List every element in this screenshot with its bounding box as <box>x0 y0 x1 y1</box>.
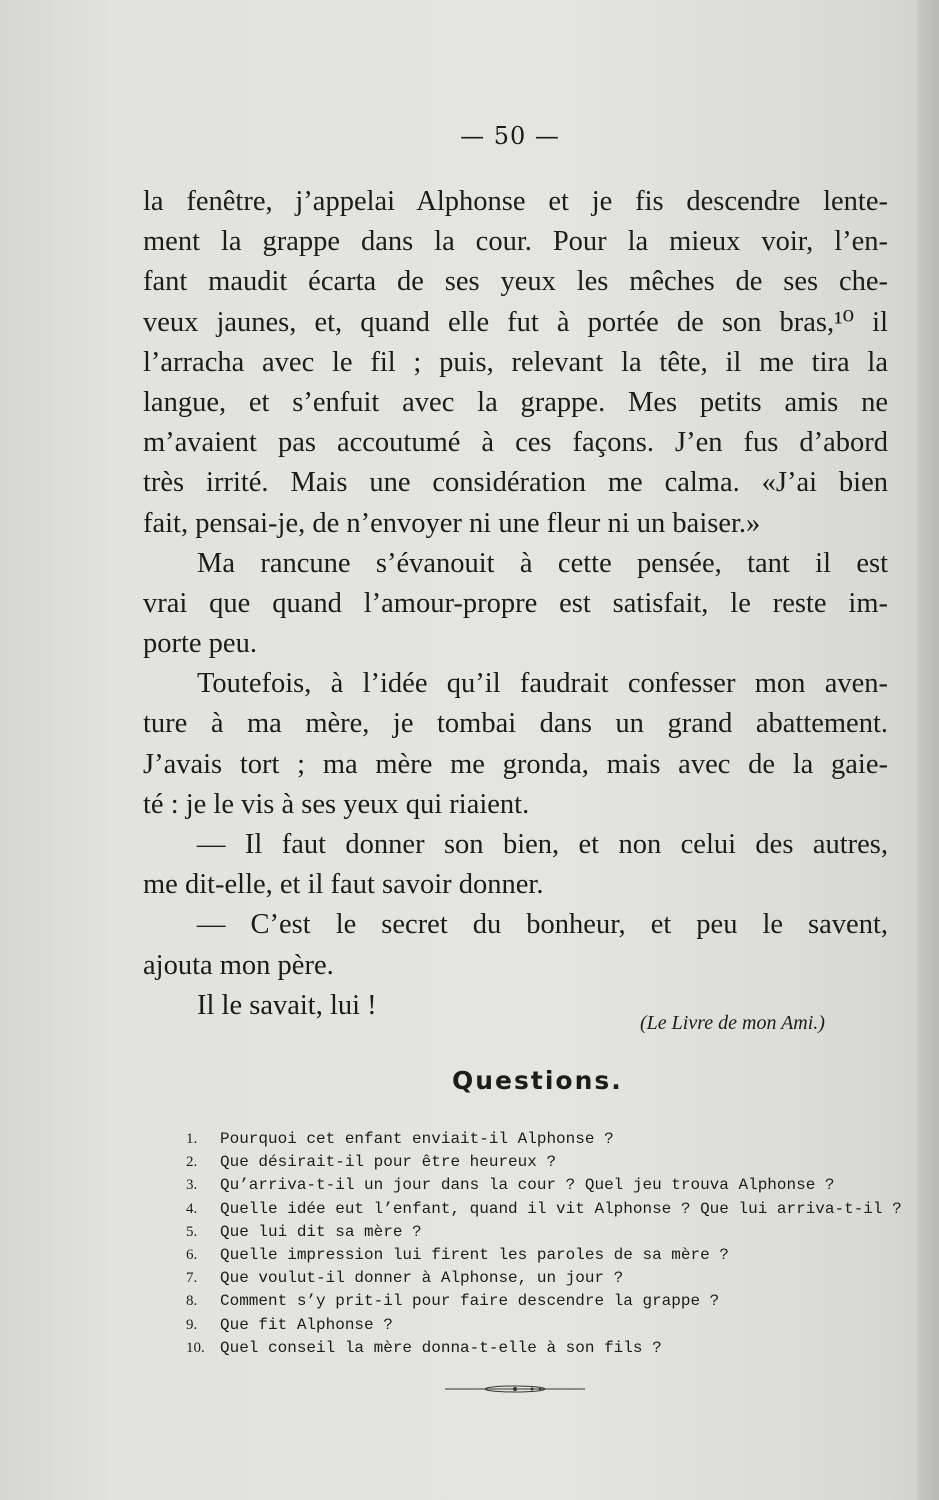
question-item <box>186 1174 906 1197</box>
text-line: ture à ma mère, je tombai dans un grand abattement. <box>143 708 888 740</box>
text-line: té : je le vis à ses yeux qui riaient. <box>143 788 530 820</box>
question-number: 10. <box>186 1339 205 1356</box>
question-text: Que fit Alphonse ? <box>220 1315 393 1334</box>
question-text: Quelle idée eut l’enfant, quand il vit Alphonse ? Que lui arriva-t-il ? <box>220 1199 902 1218</box>
question-number: 4. <box>186 1200 198 1217</box>
question-text: Que désirait-il pour être heureux ? <box>220 1153 557 1172</box>
source-attribution: (Le Livre de mon Ami.) <box>640 1012 825 1034</box>
question-item <box>186 1198 906 1221</box>
question-text: Pourquoi cet enfant enviait-il Alphonse ? <box>220 1130 614 1148</box>
text-line: m’avaient pas accoutumé à ces façons. J’en fus d’abord <box>143 427 888 459</box>
question-number: 6. <box>186 1247 198 1264</box>
question-item <box>186 1267 906 1290</box>
question-number: 8. <box>186 1293 198 1310</box>
text-line: porte peu. <box>143 628 257 660</box>
text-line: fant maudit écarta de ses yeux les mêches de ses che- <box>143 266 888 298</box>
question-number: 7. <box>186 1270 198 1287</box>
question-text: Que voulut-il donner à Alphonse, un jour ? <box>220 1269 624 1288</box>
question-text: Que lui dit sa mère ? <box>220 1222 422 1241</box>
text-line: l’arracha avec le fil ; puis, relevant la tête, il me tira la <box>143 346 888 378</box>
ornament-divider-icon <box>440 1382 590 1396</box>
text-line: — Il faut donner son bien, et non celui des autres, <box>197 829 888 860</box>
question-item <box>186 1244 906 1267</box>
questions-list <box>186 1128 906 1360</box>
question-text: Quel conseil la mère donna-t-elle à son fils ? <box>220 1338 662 1357</box>
text-line: me dit-elle, et il faut savoir donner. <box>143 869 544 901</box>
question-text: Qu’arriva-t-il un jour dans la cour ? Quel jeu trouva Alphonse ? <box>220 1176 835 1195</box>
text-line: Toutefois, à l’idée qu’il faudrait confesser mon aven- <box>197 668 888 700</box>
question-item <box>186 1314 906 1337</box>
question-text: Comment s’y prit-il pour faire descendre la grappe ? <box>220 1292 720 1311</box>
text-line: J’avais tort ; ma mère me gronda, mais avec de la gaie- <box>143 748 888 780</box>
question-number: 9. <box>186 1316 198 1333</box>
text-line: Il le savait, lui ! <box>197 989 377 1021</box>
question-item <box>186 1128 906 1151</box>
question-item <box>186 1290 906 1313</box>
question-number: 3. <box>186 1177 198 1194</box>
text-line: ment la grappe dans la cour. Pour la mieux voir, l’en- <box>143 226 888 258</box>
question-item <box>186 1337 906 1360</box>
question-item <box>186 1151 906 1174</box>
page-number: — 50 — <box>460 122 560 150</box>
story-text <box>143 182 888 1026</box>
text-line: ajouta mon père. <box>143 949 334 981</box>
text-line: — C’est le secret du bonheur, et peu le savent, <box>197 909 888 941</box>
question-number: 5. <box>186 1223 198 1240</box>
question-text: Quelle impression lui firent les paroles de sa mère ? <box>220 1246 729 1265</box>
text-line: très irrité. Mais une considération me calma. «J’ai bien <box>143 467 888 499</box>
text-line: langue, et s’enfuit avec la grappe. Mes petits amis ne <box>143 386 888 418</box>
text-line: vrai que quand l’amour-propre est satisfait, le reste im- <box>143 587 888 619</box>
text-line: fait, pensai-je, de n’envoyer ni une fleur ni un baiser.» <box>143 507 761 539</box>
questions-heading: Questions. <box>452 1066 623 1095</box>
question-item <box>186 1221 906 1244</box>
text-line: la fenêtre, j’appelai Alphonse et je fis descendre lente- <box>143 186 888 217</box>
text-line: veux jaunes, et, quand elle fut à portée de son bras,¹⁰ il <box>143 306 888 338</box>
text-line: Ma rancune s’évanouit à cette pensée, tant il est <box>197 547 888 579</box>
question-number: 1. <box>186 1131 198 1147</box>
question-number: 2. <box>186 1154 198 1171</box>
page-edge <box>917 0 939 1500</box>
